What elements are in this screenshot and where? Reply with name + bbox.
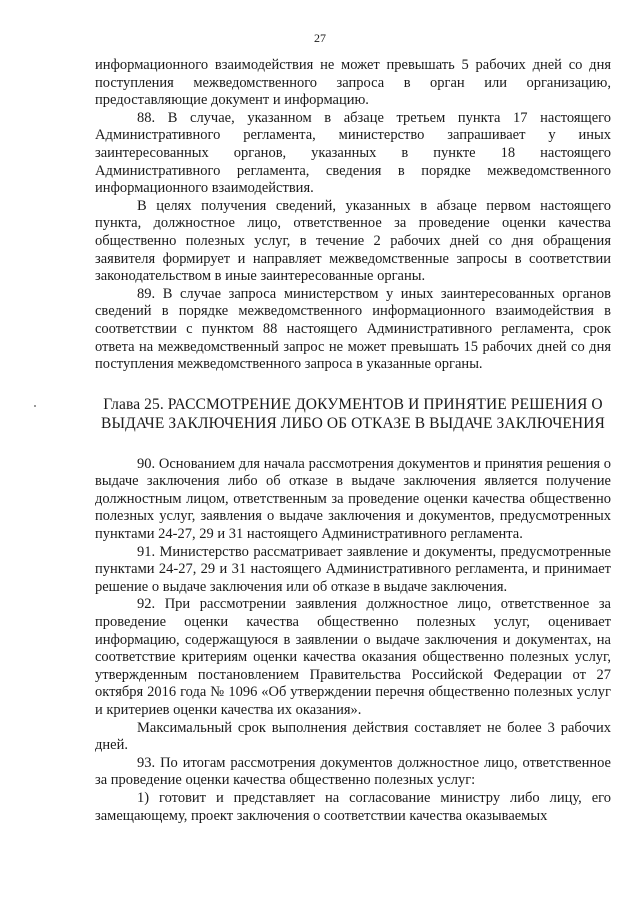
paragraph-deadline: Максимальный срок выполнения действия составляет не более 3 рабочих дней.: [95, 719, 611, 754]
paragraph-92: 92. При рассмотрении заявления должностное лицо, ответственное за проведение оценки качества общественно полезных услуг, оценивает информацию, содержащуюся в заявлении о выдаче заключения и документах, на соответствие критериям оценки качества оказания общественно полезных услуг, утвержденным постановлением Правительства Российской Федерации от 27 октября 2016 года № 1096 «Об утверждении перечня общественно полезных услуг и критериев оценки качества их оказания».: [95, 596, 611, 718]
paragraph-90: 90. Основанием для начала рассмотрения документов и принятия решения о выдаче заключения либо об отказе в выдаче заключения является получение должностным лицом, ответственным за проведение оценки качества общественно полезных услуг, заявления о выдаче заключения и документов, предусмотренных пунктами 24-27, 29 и 31 настоящего Административного регламента.: [95, 455, 611, 543]
paragraph-93-item-1: 1) готовит и представляет на согласование министру либо лицу, его замещающему, проект заключения о соответствии качества оказываемых: [95, 789, 611, 824]
paragraph-88: 88. В случае, указанном в абзаце третьем пункта 17 настоящего Административного регламента, министерство запрашивает у иных заинтересованных органов, указанных в пункте 18 настоящего Административного регламента, сведения в порядке межведомственного информационного взаимодействия.: [95, 109, 611, 197]
paragraph-93: 93. По итогам рассмотрения документов должностное лицо, ответственное за проведение оценки качества общественно полезных услуг:: [95, 754, 611, 789]
scan-artifact: [34, 405, 36, 407]
paragraph-89: 89. В случае запроса министерством у иных заинтересованных органов сведений в порядке межведомственного информационного взаимодействия в соответствии с пунктом 88 настоящего Административного регламента, срок ответа на межведомственный запрос не может превышать 15 рабочих дней со дня поступления межведомственного запроса в указанные органы.: [95, 285, 611, 373]
chapter-heading: Глава 25. РАССМОТРЕНИЕ ДОКУМЕНТОВ И ПРИНЯТИЕ РЕШЕНИЯ О ВЫДАЧЕ ЗАКЛЮЧЕНИЯ ЛИБО ОБ ОТКАЗЕ В ВЫДАЧЕ ЗАКЛЮЧЕНИЯ: [101, 395, 605, 432]
document-body: [95, 57, 611, 825]
page-number: 27: [314, 31, 326, 45]
paragraph-91: 91. Министерство рассматривает заявление и документы, предусмотренные пунктами 24-27, 29 и 31 настоящего Административного регламента, и принимает решение о выдаче заключения или об отказе в выдаче заключения.: [95, 543, 611, 595]
paragraph-88-second: В целях получения сведений, указанных в абзаце первом настоящего пункта, должностное лицо, ответственное за проведение оценки качества общественно полезных услуг, в течение 2 рабочих дней со дня обращения заявителя формирует и направляет межведомственные запросы в соответствии законодательством в иные заинтересованные органы.: [95, 197, 611, 285]
paragraph-continuation: информационного взаимодействия не может превышать 5 рабочих дней со дня поступления межведомственного запроса в орган или организацию, предоставляющие документ и информацию.: [95, 57, 611, 109]
